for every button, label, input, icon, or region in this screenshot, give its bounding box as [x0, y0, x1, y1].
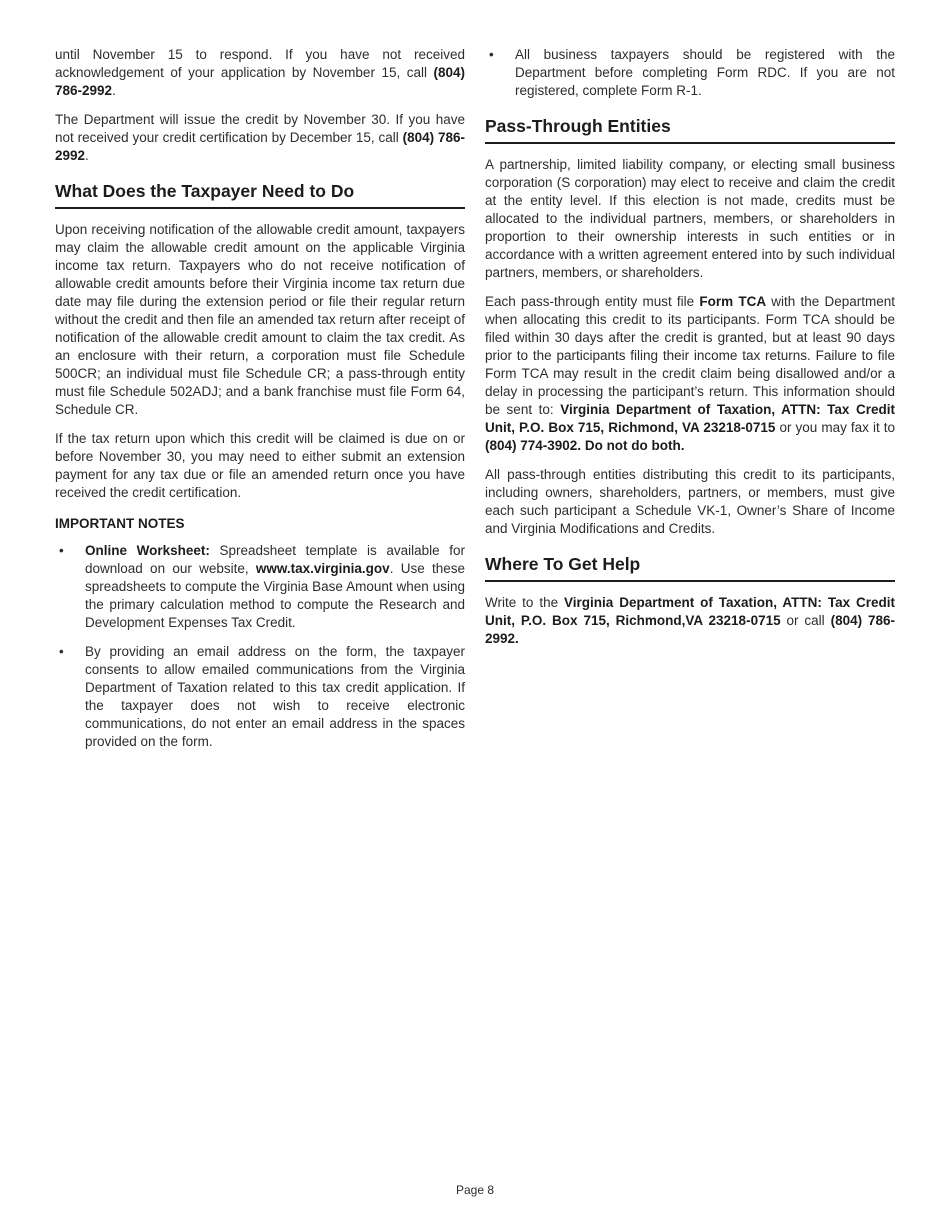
heading-taxpayer-need-to-do: What Does the Taxpayer Need to Do	[55, 181, 465, 209]
paragraph-upon-notification: Upon receiving notification of the allowable credit amount, taxpayers may claim the allowable credit amount on the applicable Virginia income tax return. Taxpayers who do not receive notification of allowable credit amounts before their Virginia income tax return due date may file during the extension period or file their regular return without the credit and then file an amended tax return after receipt of notification of the allowable credit amount to claim the tax credit. As an enclosure with their return, a corporation must file Schedule 500CR; an individual must file Schedule CR; a pass-through entity must file Schedule 502ADJ; and a bank franchise must file Form 64, Schedule CR.	[55, 222, 465, 417]
list-item-text: Online Worksheet: Spreadsheet template is available for download on our website, www.tax.virginia.gov. Use these spreadsheets to compute the Virginia Base Amount when using the primary calculation method to compute the Research and Development Expenses Tax Credit.	[85, 543, 465, 630]
right-column	[485, 46, 895, 762]
paragraph-respond-deadline: until November 15 to respond. If you have not received acknowledgement of your application by November 15, call (804) 786-2992.	[55, 47, 465, 98]
list-item-text: All business taxpayers should be registered with the Department before completing Form RDC. If you are not registered, complete Form R-1.	[515, 47, 895, 98]
list-item-online-worksheet	[55, 542, 465, 632]
list-item-email-consent	[55, 643, 465, 751]
paragraph-form-tca: Each pass-through entity must file Form TCA with the Department when allocating this credit to its participants. Form TCA should be filed within 30 days after the credit is granted, but at least 90 days prior to the participants filing their income tax returns. Failure to file Form TCA may result in the credit claim being disallowed and/or a delay in processing the participant’s return. This information should be sent to: Virginia Department of Taxation, ATTN: Tax Credit Unit, P.O. Box 715, Richmond, VA 23218-0715 or you may fax it to (804) 774-3902. Do not do both.	[485, 294, 895, 453]
left-column	[55, 46, 465, 762]
heading-pass-through-entities: Pass-Through Entities	[485, 116, 895, 144]
heading-important-notes: IMPORTANT NOTES	[55, 516, 185, 531]
paragraph-partnership-election: A partnership, limited liability company, or electing small business corporation (S corporation) may elect to receive and claim the credit at the entity level. If this election is not made, credits must be allocated to the individual partners, members, or shareholders in proportion to their ownership interests in such entities or in accordance with a written agreement entered into by such individual partners, members, or shareholders.	[485, 157, 895, 280]
bullet-icon: •	[59, 644, 64, 659]
heading-where-to-get-help: Where To Get Help	[485, 554, 895, 582]
bullet-icon: •	[59, 543, 64, 558]
paragraph-if-return-due: If the tax return upon which this credit will be claimed is due on or before November 30, you may need to either submit an extension payment for any tax due or file an amended return once you have received the credit certification.	[55, 431, 465, 500]
bullet-icon: •	[489, 47, 494, 62]
paragraph-credit-issue: The Department will issue the credit by November 30. If you have not received your credit certification by December 15, call (804) 786-2992.	[55, 112, 466, 163]
paragraph-write-to: Write to the Virginia Department of Taxation, ATTN: Tax Credit Unit, P.O. Box 715, Richmond,VA 23218-0715 or call (804) 786-2992.	[485, 595, 896, 646]
list-item-registration	[485, 46, 895, 100]
list-item-text: By providing an email address on the form, the taxpayer consents to allow emailed communications from the Virginia Department of Taxation related to this tax credit application. If the taxpayer does not wish to receive electronic communications, do not enter an email address in the spaces provided on the form.	[85, 644, 465, 749]
page-number: Page 8	[455, 1183, 495, 1197]
paragraph-schedule-vk1: All pass-through entities distributing this credit to its participants, including owners, shareholders, partners, or members, must give each such participant a Schedule VK-1, Owner’s Share of Income and Virginia Modifications and Credits.	[485, 467, 895, 536]
